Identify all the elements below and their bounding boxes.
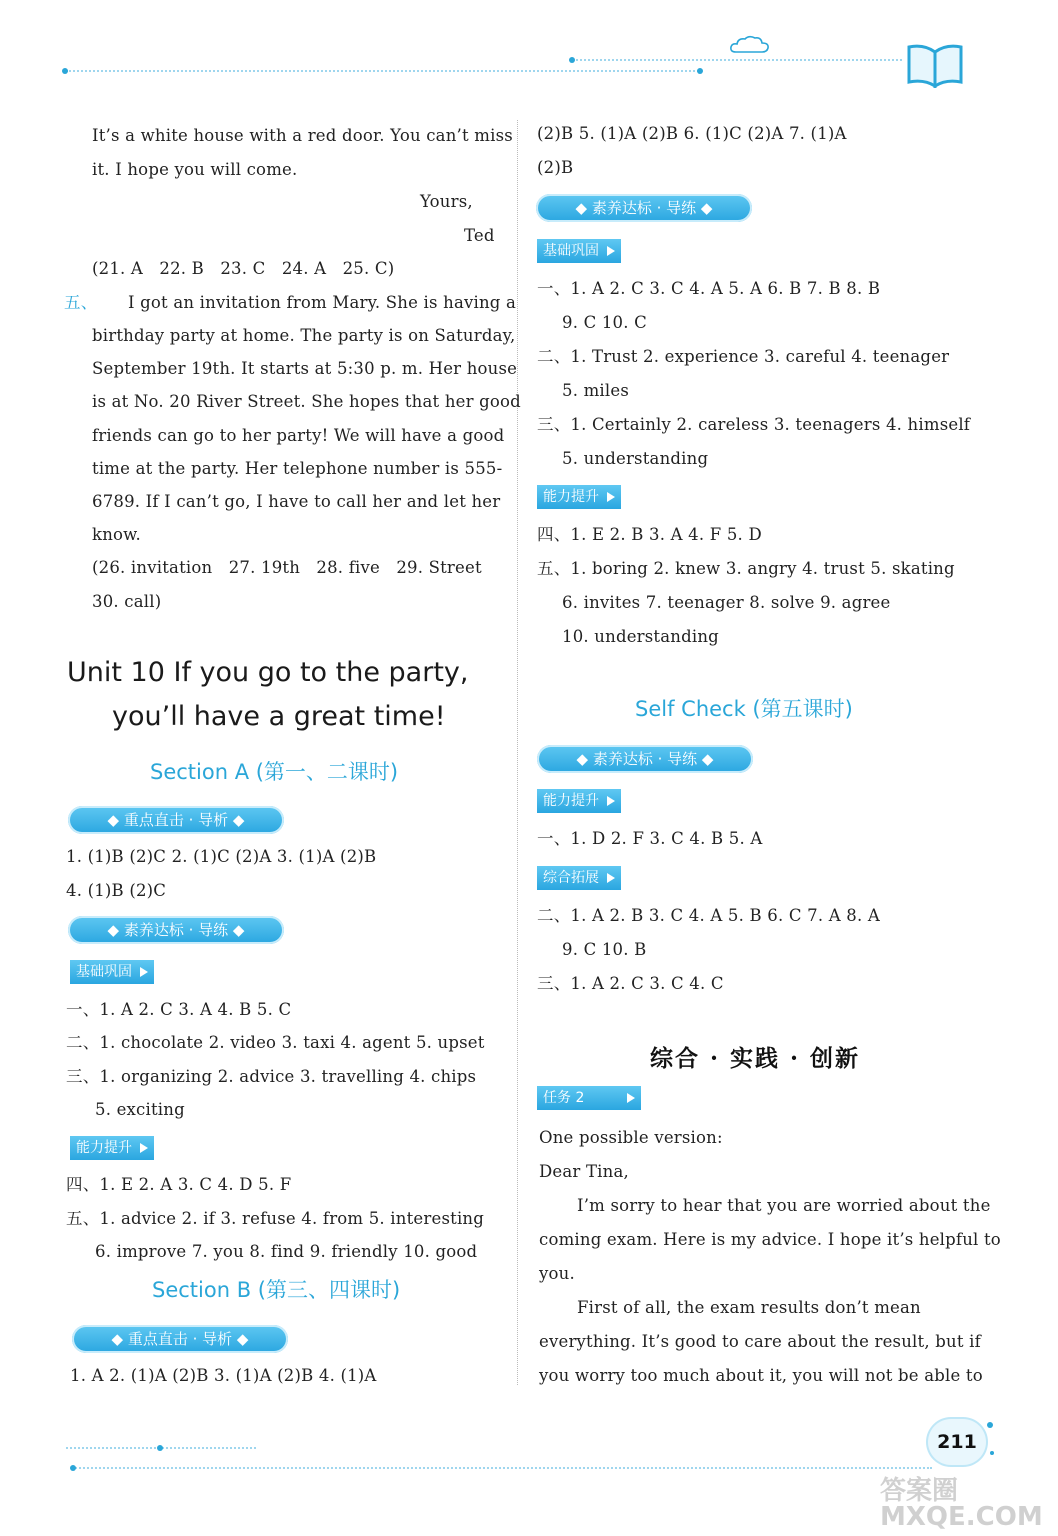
column-divider xyxy=(517,120,518,1385)
badge-dot-1 xyxy=(987,1422,993,1428)
pill-literacy-practice-right: ◆ 素养达标 · 导练 ◆ xyxy=(536,194,752,222)
page-number-badge xyxy=(928,1419,986,1465)
answer-24: 24. A xyxy=(281,259,327,278)
letter-closing: Yours, xyxy=(420,192,473,211)
answer-27: 27. 19th xyxy=(228,558,301,577)
tag-comprehensive-extension: 综合拓展 xyxy=(537,866,621,890)
section-a-basic-3: 三、1. organizing 2. advice 3. travelling 4. chips xyxy=(66,1067,477,1086)
answers-26-29 xyxy=(92,558,482,578)
answer-29: 29. Street xyxy=(396,558,482,577)
page-number: 211 xyxy=(937,1431,977,1453)
section-a-basic-4: 5. exciting xyxy=(95,1100,185,1119)
selfcheck-extension-3: 三、1. A 2. C 3. C 4. C xyxy=(537,974,724,993)
essay-line-7: everything. It’s good to care about the result, but if xyxy=(539,1332,981,1351)
tag-basic-consolidation-right: 基础巩固 xyxy=(537,239,621,263)
essay-line-6: First of all, the exam results don’t mean xyxy=(577,1298,921,1317)
unit-title-line-2: you’ll have a great time! xyxy=(112,701,446,732)
tag-ability-improvement-right: 能力提升 xyxy=(537,485,621,509)
tag-ability-improvement-selfcheck: 能力提升 xyxy=(537,789,621,813)
selfcheck-ability-1: 一、1. D 2. F 3. C 4. B 5. A xyxy=(537,829,763,848)
section-b-title: Section B (第三、四课时) xyxy=(152,1278,401,1302)
right-basic-6: 5. understanding xyxy=(562,449,709,468)
answer-22: 22. B xyxy=(159,259,205,278)
right-basic-2: 9. C 10. C xyxy=(562,313,647,332)
passage-line-3: September 19th. It starts at 5:30 p. m. Her house xyxy=(92,359,518,378)
essay-line-2: Dear Tina, xyxy=(539,1162,629,1181)
cloud-icon xyxy=(728,34,772,56)
selfcheck-extension-2: 9. C 10. B xyxy=(562,940,647,959)
right-basic-5: 三、1. Certainly 2. careless 3. teenagers 4. himself xyxy=(537,415,971,434)
right-ability-1: 四、1. E 2. B 3. A 4. F 5. D xyxy=(537,525,762,544)
answer-30: 30. call) xyxy=(92,592,162,611)
unit-title-line-1: Unit 10 If you go to the party, xyxy=(67,657,469,688)
section-a-keypoints-1: 1. (1)B (2)C 2. (1)C (2)A 3. (1)A (2)B xyxy=(66,847,377,866)
passage-line-4: is at No. 20 River Street. She hopes that her good xyxy=(92,392,521,411)
right-top-1: (2)B 5. (1)A (2)B 6. (1)C (2)A 7. (1)A xyxy=(537,124,847,143)
comprehensive-practice-heading: 综合 · 实践 · 创新 xyxy=(650,1045,861,1072)
section-a-ability-3: 6. improve 7. you 8. find 9. friendly 10. good xyxy=(95,1242,478,1261)
answers-21-25 xyxy=(92,259,394,279)
footer-dotted-line xyxy=(72,1467,932,1469)
question-label-wu: 五、 xyxy=(64,293,98,312)
passage-line-8: know. xyxy=(92,525,141,544)
footer-dot-upper xyxy=(157,1445,163,1451)
essay-line-5: you. xyxy=(539,1264,575,1283)
pill-key-points: ◆ 重点直击 · 导析 ◆ xyxy=(68,806,284,834)
right-ability-4: 10. understanding xyxy=(562,627,719,646)
self-check-title: Self Check (第五课时) xyxy=(635,697,853,721)
badge-dot-2 xyxy=(990,1451,994,1455)
passage-line-5: friends can go to her party! We will have a good xyxy=(92,426,505,445)
essay-line-8: you worry too much about it, you will not be able to xyxy=(539,1366,983,1385)
passage-line-1: I got an invitation from Mary. She is having a xyxy=(128,293,517,312)
letter-signature: Ted xyxy=(464,226,495,245)
header-dot-left xyxy=(62,68,68,74)
passage-line-6: time at the party. Her telephone number is 555- xyxy=(92,459,503,478)
answer-26: (26. invitation xyxy=(92,558,213,577)
selfcheck-extension-1: 二、1. A 2. B 3. C 4. A 5. B 6. C 7. A 8. A xyxy=(537,906,880,925)
pill-key-points-b: ◆ 重点直击 · 导析 ◆ xyxy=(72,1325,288,1353)
section-a-keypoints-2: 4. (1)B (2)C xyxy=(66,881,167,900)
tag-ability-improvement: 能力提升 xyxy=(70,1136,154,1160)
section-a-ability-1: 四、1. E 2. A 3. C 4. D 5. F xyxy=(66,1175,292,1194)
section-b-keypoints-1: 1. A 2. (1)A (2)B 3. (1)A (2)B 4. (1)A xyxy=(70,1366,377,1385)
tag-basic-consolidation: 基础巩固 xyxy=(70,960,154,984)
section-a-basic-1: 一、1. A 2. C 3. A 4. B 5. C xyxy=(66,1000,292,1019)
letter-line-1: It’s a white house with a red door. You can’t miss xyxy=(92,126,513,145)
right-top-2: (2)B xyxy=(537,158,574,177)
answer-25: 25. C) xyxy=(342,259,395,278)
pill-literacy-practice-selfcheck: ◆ 素养达标 · 导练 ◆ xyxy=(537,745,753,773)
passage-line-2: birthday party at home. The party is on Saturday, xyxy=(92,326,516,345)
watermark: 答案圈 MXQE.COM xyxy=(880,1476,1043,1532)
open-book-icon xyxy=(904,42,966,88)
section-a-basic-2: 二、1. chocolate 2. video 3. taxi 4. agent 5. upset xyxy=(66,1033,485,1052)
section-a-ability-2: 五、1. advice 2. if 3. refuse 4. from 5. interesting xyxy=(66,1209,485,1228)
essay-line-4: coming exam. Here is my advice. I hope it’s helpful to xyxy=(539,1230,1001,1249)
answer-28: 28. five xyxy=(316,558,380,577)
header-dot-mid xyxy=(697,68,703,74)
tag-task-2: 任务 2 xyxy=(537,1086,641,1110)
answer-23: 23. C xyxy=(220,259,266,278)
header-dot-upper xyxy=(569,57,575,63)
right-ability-3: 6. invites 7. teenager 8. solve 9. agree xyxy=(562,593,891,612)
section-a-title: Section A (第一、二课时) xyxy=(150,760,399,784)
answer-21: (21. A xyxy=(92,259,144,278)
essay-line-1: One possible version: xyxy=(539,1128,723,1147)
header-dotted-line xyxy=(66,70,702,72)
letter-line-2: it. I hope you will come. xyxy=(92,160,298,179)
right-ability-2: 五、1. boring 2. knew 3. angry 4. trust 5. skating xyxy=(537,559,955,578)
header-dotted-line-upper xyxy=(572,59,902,61)
pill-literacy-practice: ◆ 素养达标 · 导练 ◆ xyxy=(68,916,284,944)
passage-line-7: 6789. If I can’t go, I have to call her and let her xyxy=(92,492,501,511)
right-basic-4: 5. miles xyxy=(562,381,630,400)
essay-line-3: I’m sorry to hear that you are worried about the xyxy=(577,1196,991,1215)
right-basic-1: 一、1. A 2. C 3. C 4. A 5. A 6. B 7. B 8. B xyxy=(537,279,881,298)
footer-dot-left xyxy=(70,1465,76,1471)
right-basic-3: 二、1. Trust 2. experience 3. careful 4. teenager xyxy=(537,347,950,366)
